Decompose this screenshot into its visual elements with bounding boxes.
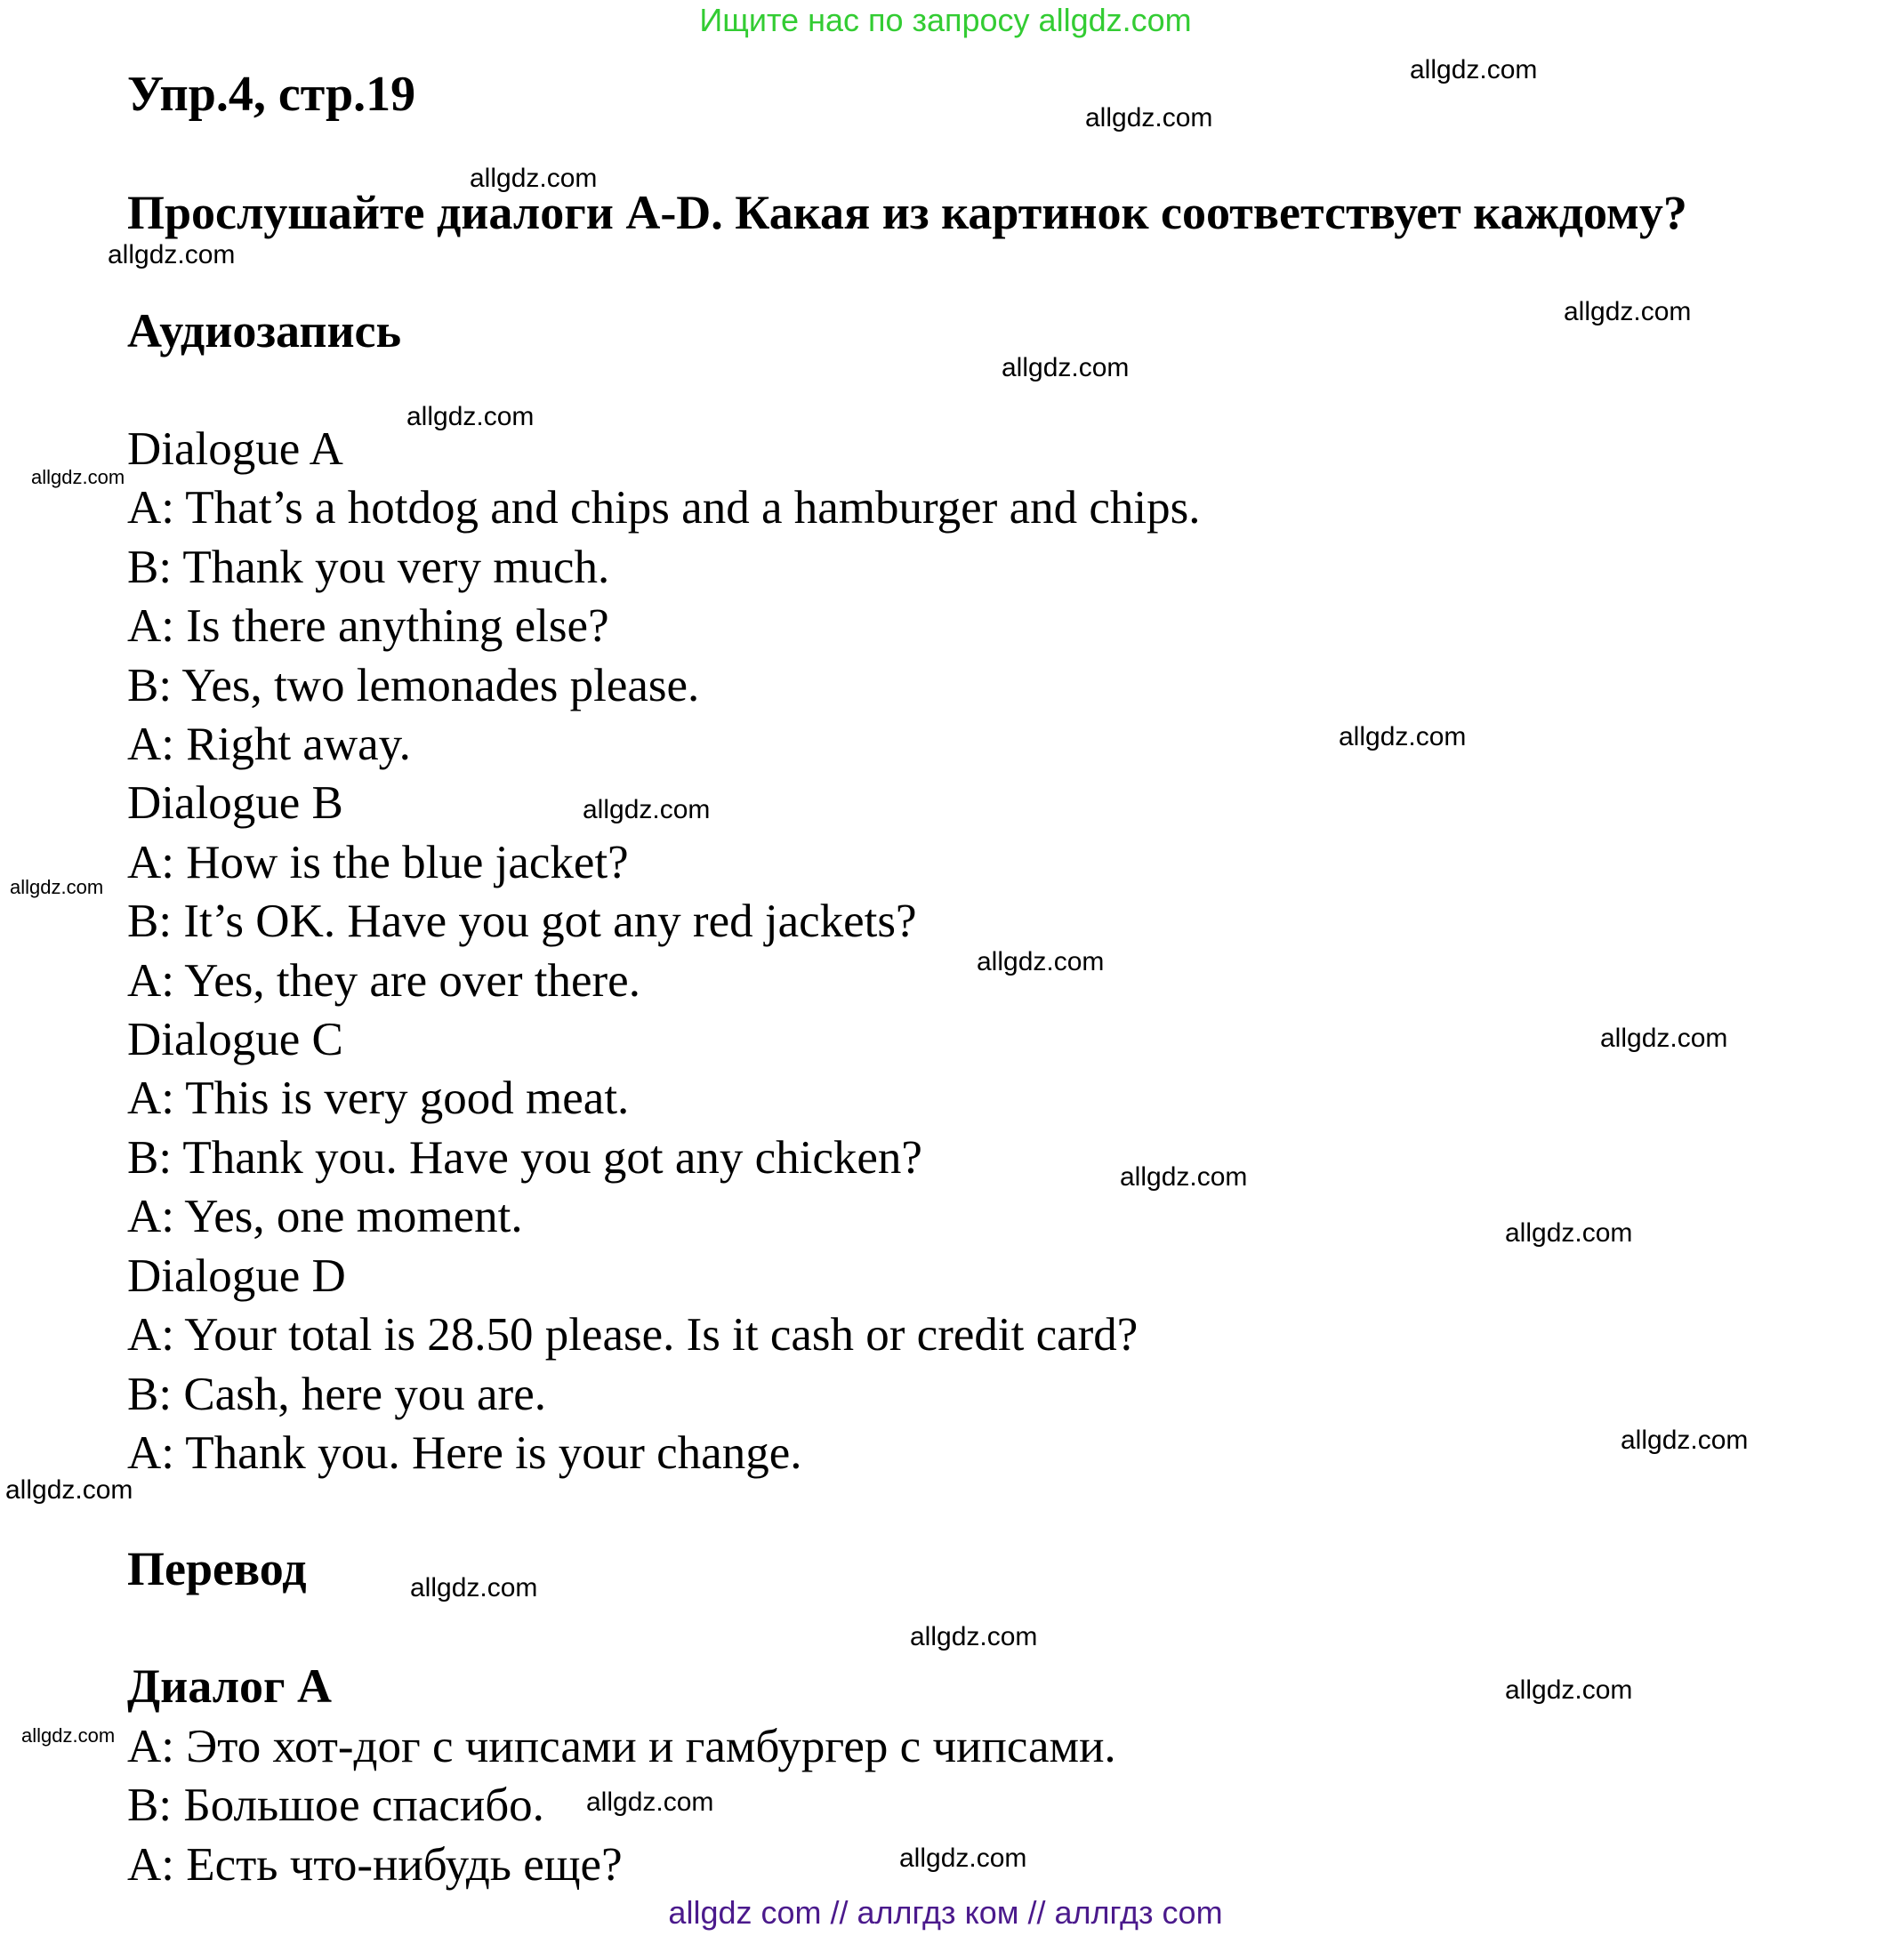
watermark: allgdz.com bbox=[1120, 1162, 1248, 1192]
watermark: allgdz.com bbox=[1505, 1218, 1633, 1248]
watermark: allgdz.com bbox=[108, 240, 236, 269]
dialogue-line: A: Thank you. Here is your change. bbox=[127, 1426, 802, 1479]
watermark: allgdz.com bbox=[1410, 55, 1538, 84]
dialogue-c-heading: Dialogue C bbox=[127, 1014, 343, 1066]
dialogue-line: A: That’s a hotdog and chips and a hamburger and chips. bbox=[127, 482, 1201, 534]
watermark: allgdz.com bbox=[1505, 1675, 1633, 1705]
dialogue-d-heading: Dialogue D bbox=[127, 1249, 346, 1302]
dialogue-line: A: Yes, they are over there. bbox=[127, 954, 640, 1007]
watermark: allgdz.com bbox=[410, 1573, 538, 1603]
translation-line: B: Большое спасибо. bbox=[127, 1779, 544, 1832]
dialogue-line: B: Cash, here you are. bbox=[127, 1368, 546, 1420]
watermark: allgdz.com bbox=[899, 1844, 1027, 1873]
task-instruction: Прослушайте диалоги A-D. Какая из картинок соответствует каждому? bbox=[127, 186, 1687, 239]
watermark: allgdz.com bbox=[21, 1724, 116, 1747]
dialogue-line: A: Yes, one moment. bbox=[127, 1191, 523, 1243]
dialogue-a-heading: Dialogue A bbox=[127, 423, 343, 475]
dialogue-line: B: It’s OK. Have you got any red jackets? bbox=[127, 896, 917, 948]
watermark: allgdz.com bbox=[1085, 103, 1213, 133]
watermark: allgdz.com bbox=[583, 795, 711, 824]
watermark: allgdz.com bbox=[1339, 722, 1467, 751]
watermark: allgdz.com bbox=[10, 876, 104, 898]
watermark: allgdz.com bbox=[1600, 1024, 1728, 1053]
watermark: allgdz.com bbox=[470, 164, 598, 193]
translation-heading: Перевод bbox=[127, 1542, 307, 1595]
watermark: allgdz.com bbox=[5, 1475, 133, 1505]
search-banner: Ищите нас по запросу allgdz.com bbox=[699, 2, 1192, 38]
watermark: allgdz.com bbox=[586, 1787, 714, 1817]
footer-watermark: allgdz com // аллгдз ком // аллгдз com bbox=[668, 1894, 1223, 1931]
watermark: allgdz.com bbox=[406, 402, 535, 431]
watermark: allgdz.com bbox=[1002, 353, 1130, 382]
dialogue-line: A: This is very good meat. bbox=[127, 1072, 630, 1125]
watermark: allgdz.com bbox=[1621, 1426, 1749, 1455]
dialogue-line: A: How is the blue jacket? bbox=[127, 836, 629, 888]
dialogue-line: A: Right away. bbox=[127, 719, 411, 771]
watermark: allgdz.com bbox=[1564, 297, 1692, 326]
dialogue-line: B: Thank you very much. bbox=[127, 541, 610, 593]
dialogue-line: B: Thank you. Have you got any chicken? bbox=[127, 1131, 922, 1184]
dialogue-b-heading: Dialogue B bbox=[127, 777, 343, 830]
translation-line: A: Есть что-нибудь еще? bbox=[127, 1838, 623, 1891]
translation-dialogue-a-heading: Диалог A bbox=[127, 1659, 333, 1713]
watermark: allgdz.com bbox=[977, 947, 1105, 976]
watermark: allgdz.com bbox=[910, 1622, 1038, 1651]
audio-heading: Аудиозапись bbox=[127, 304, 402, 357]
dialogue-line: A: Your total is 28.50 please. Is it cash or credit card? bbox=[127, 1309, 1139, 1362]
watermark: allgdz.com bbox=[31, 466, 125, 488]
dialogue-line: B: Yes, two lemonades please. bbox=[127, 659, 700, 711]
dialogue-line: A: Is there anything else? bbox=[127, 600, 609, 653]
page-title: Упр.4, стр.19 bbox=[127, 67, 416, 122]
translation-line: A: Это хот-дог с чипсами и гамбургер с чипсами. bbox=[127, 1721, 1116, 1772]
